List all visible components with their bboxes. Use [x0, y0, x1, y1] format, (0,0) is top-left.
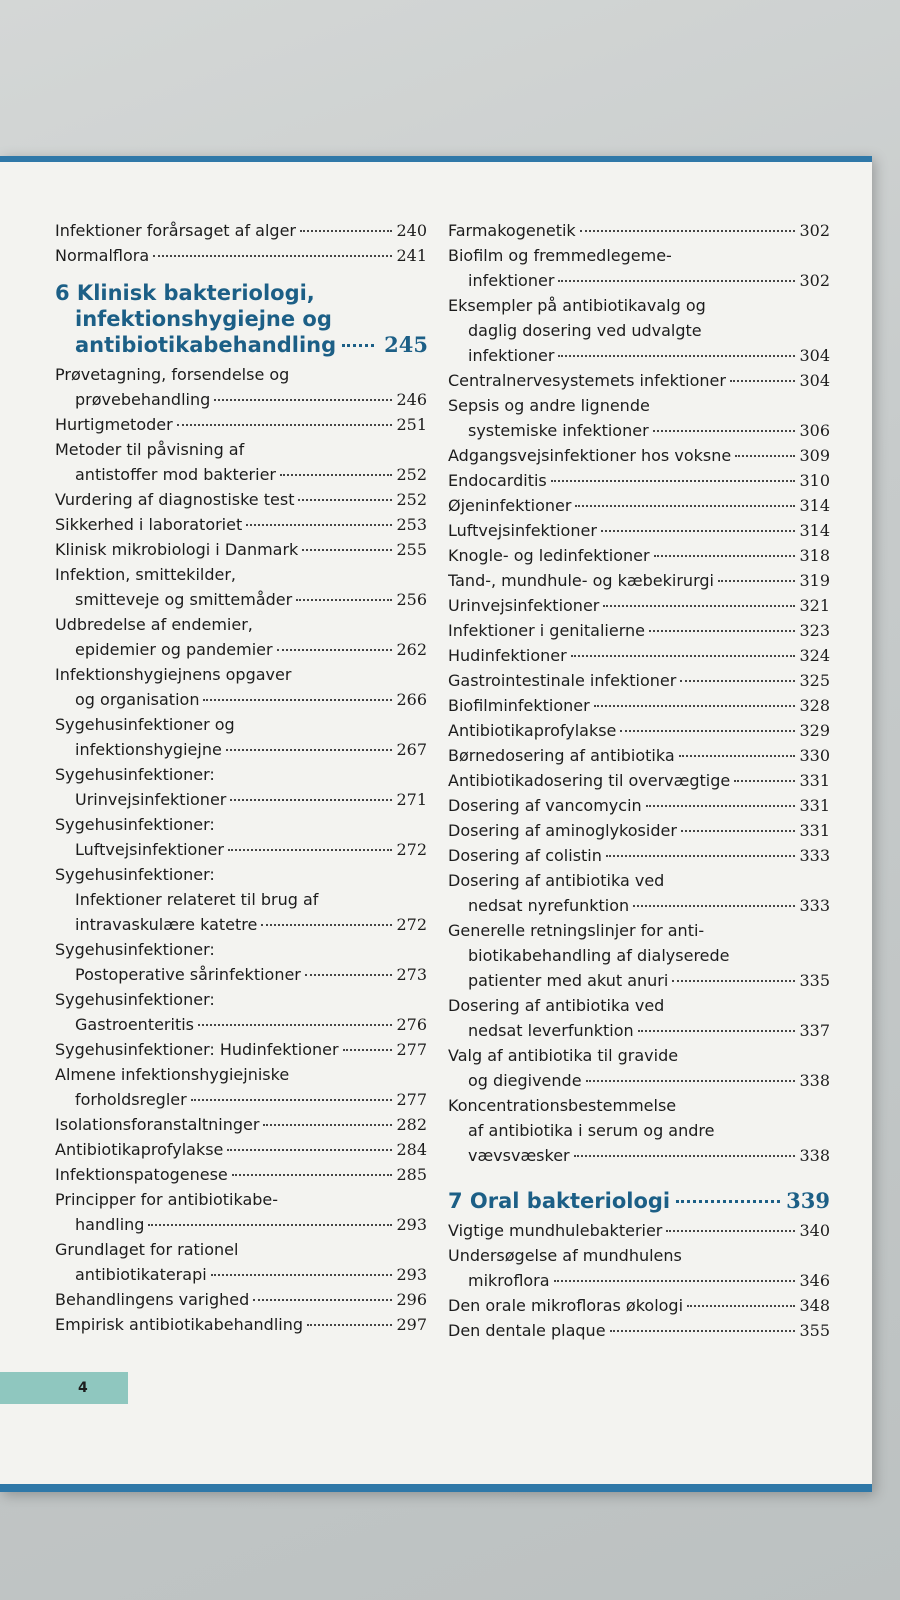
- toc-entry: [55, 1312, 427, 1337]
- toc-entry: [55, 362, 427, 412]
- dot-leader: [734, 780, 795, 782]
- dot-leader: [633, 905, 795, 907]
- dot-leader: [203, 699, 392, 701]
- toc-page-number: 277: [396, 1090, 427, 1109]
- toc-entry: [448, 818, 830, 843]
- toc-page-number: 331: [799, 771, 830, 790]
- toc-entry: [55, 218, 427, 243]
- toc-entry-text: Eksempler på antibiotikavalg og: [448, 296, 706, 315]
- toc-page-number: 293: [396, 1265, 427, 1284]
- toc-page-number: 325: [799, 671, 830, 690]
- dot-leader: [342, 344, 374, 347]
- toc-entry-text: Sygehusinfektioner og: [55, 715, 235, 734]
- toc-entry: [448, 568, 830, 593]
- toc-entry-text: Endocarditis: [448, 471, 547, 490]
- dot-leader: [653, 430, 796, 432]
- toc-entry: [448, 393, 830, 443]
- toc-entry-text: Knogle- og ledinfektioner: [448, 546, 650, 565]
- toc-page-number: 272: [396, 915, 427, 934]
- toc-entry: [448, 868, 830, 918]
- toc-entry-text: Udbredelse af endemier,: [55, 615, 253, 634]
- toc-entry: [448, 493, 830, 518]
- toc-page-number: 252: [396, 490, 427, 509]
- toc-page-number: 296: [396, 1290, 427, 1309]
- toc-page-number: 338: [799, 1071, 830, 1090]
- toc-page-number: 245: [384, 332, 428, 357]
- toc-entry-text: Dosering af antibiotika ved: [448, 996, 665, 1015]
- dot-leader: [177, 424, 393, 426]
- toc-entry: [55, 487, 427, 512]
- toc-entry-text: Dosering af antibiotika ved: [448, 871, 665, 890]
- toc-entry: [55, 1187, 427, 1237]
- dot-leader: [687, 1305, 795, 1307]
- toc-entry: [448, 693, 830, 718]
- toc-page-number: 262: [396, 640, 427, 659]
- dot-leader: [666, 1230, 795, 1232]
- toc-entry: [448, 1043, 830, 1093]
- toc-entry-text: Koncentrationsbestemmelse: [448, 1096, 677, 1115]
- toc-entry-text: biotikabehandling af dialyserede: [468, 946, 730, 965]
- toc-entry-text: Sygehusinfektioner:: [55, 815, 215, 834]
- toc-page-number: 319: [799, 571, 830, 590]
- toc-page-number: 277: [396, 1040, 427, 1059]
- toc-entry-text: nedsat leverfunktion: [468, 1021, 634, 1040]
- toc-page-number: 333: [799, 896, 830, 915]
- dot-leader: [228, 849, 393, 851]
- toc-page-number: 241: [396, 246, 427, 265]
- toc-entry-text: Infektion, smittekilder,: [55, 565, 236, 584]
- toc-entry: [448, 718, 830, 743]
- dot-leader: [214, 399, 392, 401]
- toc-entry: [448, 593, 830, 618]
- toc-page-number: 304: [799, 371, 830, 390]
- toc-entry: [448, 543, 830, 568]
- toc-entry-text: Sygehusinfektioner:: [55, 940, 215, 959]
- toc-entry-text: Centralnervesystemets infektioner: [448, 371, 726, 390]
- dot-leader: [558, 280, 795, 282]
- dot-leader: [571, 655, 796, 657]
- dot-leader: [649, 630, 795, 632]
- toc-entry: [55, 1162, 427, 1187]
- toc-entry-text: Sikkerhed i laboratoriet: [55, 515, 243, 534]
- toc-entry-text: forholdsregler: [75, 1090, 187, 1109]
- dot-leader: [232, 1174, 393, 1176]
- toc-entry: [55, 612, 427, 662]
- dot-leader: [305, 974, 393, 976]
- toc-entry: [55, 537, 427, 562]
- toc-page-number: 348: [799, 1296, 830, 1315]
- toc-entry-text: Urinvejsinfektioner: [448, 596, 600, 615]
- toc-entry-text: 6 Klinisk bakteriologi,: [55, 281, 315, 305]
- toc-page-number: 329: [799, 721, 830, 740]
- toc-page-number: 337: [799, 1021, 830, 1040]
- toc-entry: [448, 768, 830, 793]
- toc-entry-text: prøvebehandling: [75, 390, 211, 409]
- dot-leader: [586, 1080, 796, 1082]
- toc-entry-text: Antibiotikaprofylakse: [55, 1140, 224, 1159]
- toc-page-number: 340: [799, 1221, 830, 1240]
- toc-entry-text: 7 Oral bakteriologi: [448, 1189, 671, 1213]
- toc-page-number: 324: [799, 646, 830, 665]
- toc-page-number: 331: [799, 821, 830, 840]
- dot-leader: [551, 480, 796, 482]
- dot-leader: [148, 1224, 392, 1226]
- dot-leader: [672, 980, 795, 982]
- dot-leader: [610, 1330, 796, 1332]
- toc-entry-text: Klinisk mikrobiologi i Danmark: [55, 540, 299, 559]
- toc-page-number: 328: [799, 696, 830, 715]
- toc-entry: [448, 793, 830, 818]
- dot-leader: [277, 649, 393, 651]
- toc-page-number: 252: [396, 465, 427, 484]
- toc-entry-text: af antibiotika i serum og andre: [468, 1121, 715, 1140]
- toc-entry-text: Infektionspatogenese: [55, 1165, 228, 1184]
- dot-leader: [681, 830, 796, 832]
- toc-entry-text: Antibiotikaprofylakse: [448, 721, 617, 740]
- toc-page-number: 273: [396, 965, 427, 984]
- toc-entry: [448, 243, 830, 293]
- page-number: 4: [0, 1372, 128, 1404]
- toc-entry-text: patienter med akut anuri: [468, 971, 669, 990]
- toc-right-column: [448, 218, 830, 1343]
- dot-leader: [263, 1124, 392, 1126]
- toc-entry-text: Gastrointestinale infektioner: [448, 671, 677, 690]
- toc-entry: [448, 1218, 830, 1243]
- dot-leader: [679, 755, 796, 757]
- dot-leader: [296, 599, 392, 601]
- toc-entry: [448, 293, 830, 368]
- toc-page-number: 306: [799, 421, 830, 440]
- toc-entry-text: Den orale mikrofloras økologi: [448, 1296, 684, 1315]
- toc-entry-text: Undersøgelse af mundhulens: [448, 1246, 682, 1265]
- toc-entry-text: antistoffer mod bakterier: [75, 465, 276, 484]
- toc-page-number: 335: [799, 971, 830, 990]
- toc-page-number: 285: [396, 1165, 427, 1184]
- toc-page-number: 331: [799, 796, 830, 815]
- dot-leader: [730, 380, 796, 382]
- toc-entry-text: nedsat nyrefunktion: [468, 896, 630, 915]
- toc-entry-text: Sygehusinfektioner:: [55, 990, 215, 1009]
- toc-entry-text: Metoder til påvisning af: [55, 440, 245, 459]
- toc-entry-text: Dosering af vancomycin: [448, 796, 642, 815]
- toc-entry-text: Valg af antibiotika til gravide: [448, 1046, 679, 1065]
- toc-entry: [448, 1243, 830, 1293]
- toc-entry-text: vævsvæsker: [468, 1146, 570, 1165]
- toc-entry-text: Farmakogenetik: [448, 221, 576, 240]
- toc-entry: [55, 1062, 427, 1112]
- toc-entry-text: Urinvejsinfektioner: [75, 790, 227, 809]
- dot-leader: [680, 680, 795, 682]
- toc-entry-text: og diegivende: [468, 1071, 582, 1090]
- toc-entry-text: Behandlingens varighed: [55, 1290, 250, 1309]
- toc-page-number: 284: [396, 1140, 427, 1159]
- toc-entry-text: Dosering af colistin: [448, 846, 602, 865]
- dot-leader: [606, 855, 796, 857]
- toc-entry-text: antibiotikaterapi: [75, 1265, 207, 1284]
- toc-entry-text: Hurtigmetoder: [55, 415, 173, 434]
- toc-page-number: 314: [799, 496, 830, 515]
- toc-entry: [448, 368, 830, 393]
- toc-page-number: 253: [396, 515, 427, 534]
- toc-page-number: 302: [799, 271, 830, 290]
- dot-leader: [603, 605, 795, 607]
- toc-entry-text: Den dentale plaque: [448, 1321, 606, 1340]
- toc-entry-text: handling: [75, 1215, 145, 1234]
- toc-entry-text: Vurdering af diagnostiske test: [55, 490, 295, 509]
- toc-entry-text: Almene infektionshygiejniske: [55, 1065, 290, 1084]
- toc-entry-text: Luftvejsinfektioner: [448, 521, 597, 540]
- toc-entry: [448, 668, 830, 693]
- toc-entry-text: Biofilminfektioner: [448, 696, 590, 715]
- toc-entry-text: Sepsis og andre lignende: [448, 396, 650, 415]
- dot-leader: [654, 555, 796, 557]
- toc-entry-text: og organisation: [75, 690, 200, 709]
- toc-entry: [55, 243, 427, 268]
- toc-page-number: 330: [799, 746, 830, 765]
- toc-page-number: 323: [799, 621, 830, 640]
- toc-entry-text: Øjeninfektioner: [448, 496, 572, 515]
- toc-page-number: 318: [799, 546, 830, 565]
- toc-entry-text: mikroflora: [468, 1271, 550, 1290]
- dot-leader: [280, 474, 392, 476]
- toc-page-number: 246: [396, 390, 427, 409]
- toc-page-number: 314: [799, 521, 830, 540]
- toc-entry: [55, 1037, 427, 1062]
- toc-entry-text: Normalflora: [55, 246, 150, 265]
- toc-page-number: 256: [396, 590, 427, 609]
- dot-leader: [343, 1049, 393, 1051]
- dot-leader: [574, 1155, 796, 1157]
- toc-entry-text: systemiske infektioner: [468, 421, 649, 440]
- toc-entry: [448, 1318, 830, 1343]
- dot-leader: [153, 255, 392, 257]
- toc-page-number: 276: [396, 1015, 427, 1034]
- toc-entry-text: Børnedosering af antibiotika: [448, 746, 675, 765]
- toc-chapter-heading: [448, 1188, 830, 1214]
- toc-entry: [55, 862, 427, 937]
- toc-chapter-heading: [55, 280, 427, 358]
- toc-entry-text: Adgangsvejsinfektioner hos voksne: [448, 446, 732, 465]
- dot-leader: [191, 1099, 393, 1101]
- toc-entry: [55, 937, 427, 987]
- dot-leader: [735, 455, 795, 457]
- toc-entry: [448, 1293, 830, 1318]
- toc-page-number: 333: [799, 846, 830, 865]
- toc-left-column: [55, 218, 427, 1337]
- toc-entry-text: Prøvetagning, forsendelse og: [55, 365, 290, 384]
- toc-entry: [55, 562, 427, 612]
- dot-leader: [226, 749, 393, 751]
- dot-leader: [601, 530, 796, 532]
- toc-entry-text: Grundlaget for rationel: [55, 1240, 239, 1259]
- toc-entry: [55, 412, 427, 437]
- toc-entry-text: infektionshygiejne: [75, 740, 222, 759]
- dot-leader: [620, 730, 795, 732]
- toc-entry-text: Infektioner forårsaget af alger: [55, 221, 296, 240]
- toc-entry-text: Sygehusinfektioner:: [55, 765, 215, 784]
- toc-page-number: 321: [799, 596, 830, 615]
- toc-entry-text: infektioner: [468, 271, 555, 290]
- dot-leader: [638, 1030, 796, 1032]
- toc-entry-text: Antibiotikadosering til overvægtige: [448, 771, 731, 790]
- toc-entry-text: infektioner: [468, 346, 555, 365]
- toc-page-number: 310: [799, 471, 830, 490]
- toc-entry-text: Tand-, mundhule- og kæbekirurgi: [448, 571, 714, 590]
- toc-page-number: 266: [396, 690, 427, 709]
- toc-entry-text: infektionshygiejne og: [75, 307, 332, 331]
- toc-page-number: 272: [396, 840, 427, 859]
- dot-leader: [246, 524, 392, 526]
- toc-entry: [55, 712, 427, 762]
- toc-entry-text: Sygehusinfektioner: Hudinfektioner: [55, 1040, 339, 1059]
- toc-entry: [55, 812, 427, 862]
- toc-entry: [448, 218, 830, 243]
- toc-entry-text: Dosering af aminoglykosider: [448, 821, 677, 840]
- toc-page-number: 309: [799, 446, 830, 465]
- toc-entry-text: intravaskulære katetre: [75, 915, 258, 934]
- dot-leader: [558, 355, 795, 357]
- toc-page-number: 302: [799, 221, 830, 240]
- toc-entry: [448, 643, 830, 668]
- toc-entry: [448, 993, 830, 1043]
- toc-page-number: 240: [396, 221, 427, 240]
- toc-entry: [55, 762, 427, 812]
- toc-entry: [448, 843, 830, 868]
- toc-entry-text: Isolationsforanstaltninger: [55, 1115, 260, 1134]
- toc-page-number: 346: [799, 1271, 830, 1290]
- dot-leader: [227, 1149, 392, 1151]
- toc-page-number: 282: [396, 1115, 427, 1134]
- toc-entry-text: Sygehusinfektioner:: [55, 865, 215, 884]
- toc-entry-text: Principper for antibiotikabe-: [55, 1190, 279, 1209]
- toc-page-number: 293: [396, 1215, 427, 1234]
- toc-page-number: 297: [396, 1315, 427, 1334]
- dot-leader: [594, 705, 796, 707]
- dot-leader: [718, 580, 795, 582]
- toc-page-number: 304: [799, 346, 830, 365]
- toc-entry-text: Infektioner relateret til brug af: [75, 890, 319, 909]
- toc-entry: [55, 512, 427, 537]
- toc-entry: [448, 443, 830, 468]
- book-page: [0, 156, 872, 1492]
- toc-entry: [448, 618, 830, 643]
- toc-entry-text: Hudinfektioner: [448, 646, 567, 665]
- toc-entry: [55, 987, 427, 1037]
- dot-leader: [300, 230, 392, 232]
- toc-entry: [55, 1137, 427, 1162]
- toc-page-number: 338: [799, 1146, 830, 1165]
- toc-entry: [448, 518, 830, 543]
- dot-leader: [307, 1324, 392, 1326]
- toc-page-number: 251: [396, 415, 427, 434]
- toc-entry-text: Biofilm og fremmedlegeme-: [448, 246, 672, 265]
- dot-leader: [298, 499, 392, 501]
- dot-leader: [580, 230, 796, 232]
- toc-entry-text: Vigtige mundhulebakterier: [448, 1221, 663, 1240]
- toc-entry: [55, 1112, 427, 1137]
- dot-leader: [646, 805, 796, 807]
- toc-entry-text: Luftvejsinfektioner: [75, 840, 224, 859]
- toc-entry-text: Infektioner i genitalierne: [448, 621, 645, 640]
- dot-leader: [230, 799, 392, 801]
- toc-entry-text: Generelle retningslinjer for anti-: [448, 921, 705, 940]
- dot-leader: [302, 549, 392, 551]
- toc-page-number: 255: [396, 540, 427, 559]
- toc-page-number: 271: [396, 790, 427, 809]
- toc-entry-text: epidemier og pandemier: [75, 640, 273, 659]
- dot-leader: [261, 924, 392, 926]
- toc-entry-text: Infektionshygiejnens opgaver: [55, 665, 292, 684]
- toc-entry-text: Gastroenteritis: [75, 1015, 195, 1034]
- toc-entry: [55, 437, 427, 487]
- toc-entry-text: antibiotikabehandling: [75, 333, 337, 357]
- toc-page-number: 267: [396, 740, 427, 759]
- dot-leader: [211, 1274, 393, 1276]
- toc-entry: [448, 743, 830, 768]
- toc-entry: [448, 1093, 830, 1168]
- toc-entry: [55, 1287, 427, 1312]
- toc-entry: [55, 1237, 427, 1287]
- toc-entry-text: smitteveje og smittemåder: [75, 590, 293, 609]
- toc-entry: [448, 468, 830, 493]
- dot-leader: [198, 1024, 392, 1026]
- toc-page-number: 355: [799, 1321, 830, 1340]
- dot-leader: [253, 1299, 392, 1301]
- toc-entry-text: daglig dosering ved udvalgte: [468, 321, 702, 340]
- toc-entry: [55, 662, 427, 712]
- toc-entry-text: Empirisk antibiotikabehandling: [55, 1315, 303, 1334]
- toc-page-number: 339: [786, 1188, 830, 1213]
- dot-leader: [575, 505, 795, 507]
- dot-leader: [554, 1280, 796, 1282]
- toc-entry-text: Postoperative sårinfektioner: [75, 965, 301, 984]
- toc-entry: [448, 918, 830, 993]
- dot-leader: [676, 1200, 780, 1203]
